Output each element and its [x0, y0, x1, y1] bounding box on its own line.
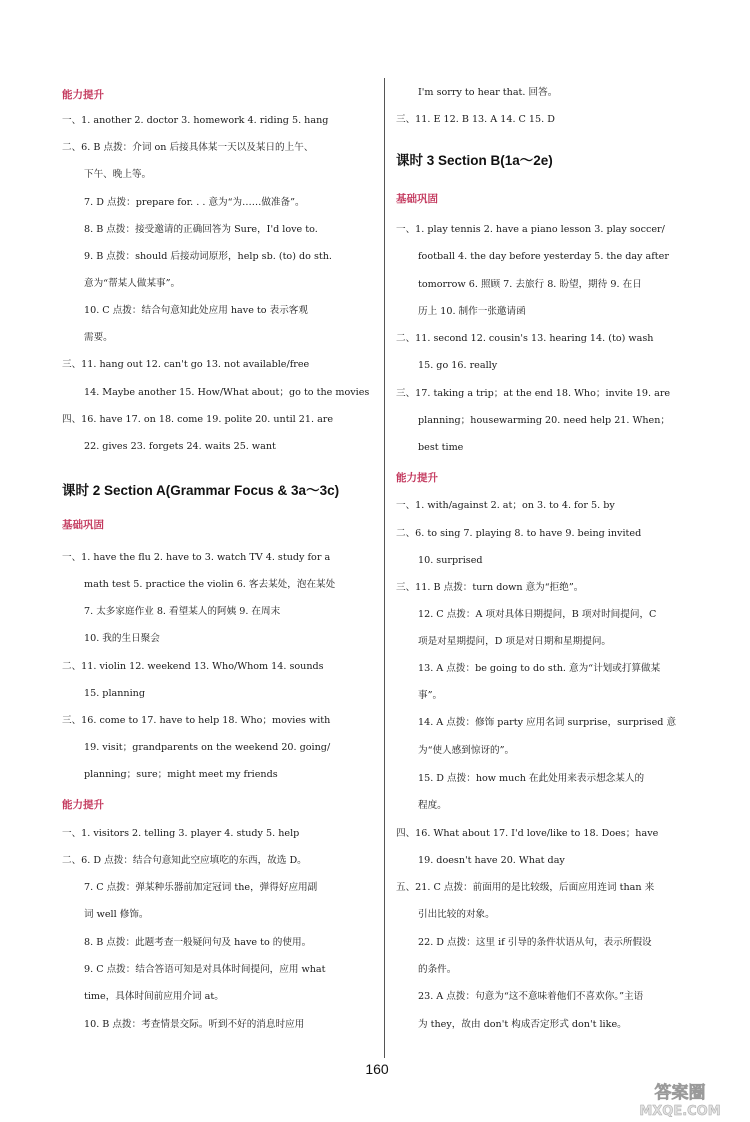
answer-line: 三、17. taking a trip；at the end 18. Who；invite 19. are: [396, 388, 671, 399]
answer-line: 22. D 点拨：这里 if 引导的条件状语从句，表示所假设: [418, 937, 652, 948]
answer-line: 三、11. E 12. B 13. A 14. C 15. D: [396, 114, 555, 125]
answer-line: 8. B 点拨：此题考查一般疑问句及 have to 的使用。: [84, 937, 312, 948]
answer-line: 事”。: [418, 690, 443, 701]
answer-line: I'm sorry to hear that. 回答。: [418, 87, 558, 98]
answer-line: 四、16. What about 17. I'd love/like to 18. Does；have: [396, 828, 659, 839]
answer-line: 10. B 点拨：考查情景交际。听到不好的消息时应用: [84, 1019, 305, 1030]
section-heading: 能力提升: [62, 799, 104, 811]
section-heading: 基础巩固: [396, 193, 438, 205]
answer-line: 五、21. C 点拨：前面用的是比较级，后面应用连词 than 来: [396, 882, 655, 893]
answer-line: 意为“帮某人做某事”。: [84, 278, 181, 289]
answer-line: 10. C 点拨：结合句意知此处应用 have to 表示客观: [84, 305, 308, 316]
answer-line: 23. A 点拨：句意为“这不意味着他们不喜欢你。”主语: [418, 991, 644, 1002]
answer-line: 为“使人感到惊讶的”。: [418, 745, 515, 756]
answer-line: 14. Maybe another 15. How/What about；go to the movies: [84, 387, 370, 398]
answer-line: 的条件。: [418, 964, 457, 975]
section-heading: 基础巩固: [62, 519, 104, 531]
answer-line: 7. C 点拨：弹某种乐器前加定冠词 the，弹得好应用副: [84, 882, 318, 893]
answer-line: 19. visit；grandparents on the weekend 20. going/: [84, 742, 331, 753]
answer-line: planning；housewarming 20. need help 21. When；: [418, 415, 670, 426]
column-divider: [384, 78, 385, 1058]
answer-line: 15. planning: [84, 688, 145, 699]
answer-line: 7. D 点拨：prepare for. . . 意为“为……做准备”。: [84, 197, 305, 208]
answer-line: 9. C 点拨：结合答语可知是对具体时间提问，应用 what: [84, 964, 326, 975]
answer-line: 7. 太多家庭作业 8. 看望某人的阿姨 9. 在周末: [84, 606, 281, 617]
watermark-logo: [618, 1080, 742, 1118]
answer-line: 8. B 点拨：接受邀请的正确回答为 Sure，I'd love to.: [84, 224, 318, 235]
watermark-line2: MXQE.COM: [639, 1104, 721, 1118]
answer-line: 二、11. violin 12. weekend 13. Who/Whom 14. sounds: [62, 661, 324, 672]
answer-line: 三、16. come to 17. have to help 18. Who；movies with: [62, 715, 331, 726]
answer-line: 为 they，故由 don't 构成否定形式 don't like。: [418, 1019, 627, 1030]
answer-line: best time: [418, 442, 464, 453]
watermark-line1: 答案圈: [654, 1083, 706, 1103]
answer-line: math test 5. practice the violin 6. 客去某处，泡在某处: [84, 579, 336, 590]
answer-line: 三、11. B 点拨：turn down 意为“拒绝”。: [396, 582, 584, 593]
answer-line: 历上 10. 制作一张邀请函: [418, 306, 526, 317]
answer-line: 19. doesn't have 20. What day: [418, 855, 565, 866]
answer-line: 一、1. play tennis 2. have a piano lesson 3. play soccer/: [396, 224, 665, 235]
answer-line: 项是对星期提问，D 项是对日期和星期提问。: [418, 636, 612, 647]
lesson-title: 课时 2 Section A(Grammar Focus & 3a～3c): [62, 483, 340, 498]
answer-line: 一、1. another 2. doctor 3. homework 4. riding 5. hang: [62, 115, 329, 126]
answer-line: 9. B 点拨：should 后接动词原形，help sb. (to) do sth.: [84, 251, 332, 262]
answer-line: 15. D 点拨：how much 在此处用来表示想念某人的: [418, 773, 645, 784]
answer-line: 13. A 点拨：be going to do sth. 意为“计划或打算做某: [418, 663, 661, 674]
answer-line: 14. A 点拨：修饰 party 应用名词 surprise，surprised 意: [418, 717, 677, 728]
section-heading: 能力提升: [396, 472, 438, 484]
answer-line: 二、6. B 点拨：介词 on 后接具体某一天以及某日的上午、: [62, 142, 314, 153]
answer-line: 需要。: [84, 332, 113, 343]
answer-line: time，具体时间前应用介词 at。: [84, 991, 224, 1002]
answer-line: 一、1. with/against 2. at；on 3. to 4. for 5. by: [396, 500, 615, 511]
answer-line: 22. gives 23. forgets 24. waits 25. want: [84, 441, 276, 452]
answer-line: 词 well 修饰。: [84, 909, 149, 920]
answer-line: 10. 我的生日聚会: [84, 633, 160, 644]
answer-line: 三、11. hang out 12. can't go 13. not available/free: [62, 359, 310, 370]
section-heading: 能力提升: [62, 89, 104, 101]
answer-line: football 4. the day before yesterday 5. the day after: [418, 251, 669, 262]
answer-line: 程度。: [418, 800, 447, 811]
answer-line: tomorrow 6. 照顾 7. 去旅行 8. 盼望，期待 9. 在日: [418, 279, 642, 290]
answer-line: 二、6. D 点拨：结合句意知此空应填吃的东西，故选 D。: [62, 855, 307, 866]
answer-line: 一、1. visitors 2. telling 3. player 4. study 5. help: [62, 828, 300, 839]
answer-line: 四、16. have 17. on 18. come 19. polite 20. until 21. are: [62, 414, 334, 425]
answer-line: 10. surprised: [418, 555, 483, 566]
answer-line: 一、1. have the flu 2. have to 3. watch TV 4. study for a: [62, 552, 331, 563]
answer-line: 引出比较的对象。: [418, 909, 495, 920]
page-number: 160: [365, 1061, 389, 1077]
answer-line: 15. go 16. really: [418, 360, 498, 371]
answer-line: 下午、晚上等。: [84, 169, 152, 180]
answer-line: 二、11. second 12. cousin's 13. hearing 14. (to) wash: [396, 333, 654, 344]
answer-line: 12. C 点拨：A 项对具体日期提问，B 项对时间提问，C: [418, 609, 657, 620]
answer-line: planning；sure；might meet my friends: [84, 769, 278, 780]
answer-line: 二、6. to sing 7. playing 8. to have 9. being invited: [396, 528, 642, 539]
lesson-title: 课时 3 Section B(1a～2e): [396, 153, 553, 168]
